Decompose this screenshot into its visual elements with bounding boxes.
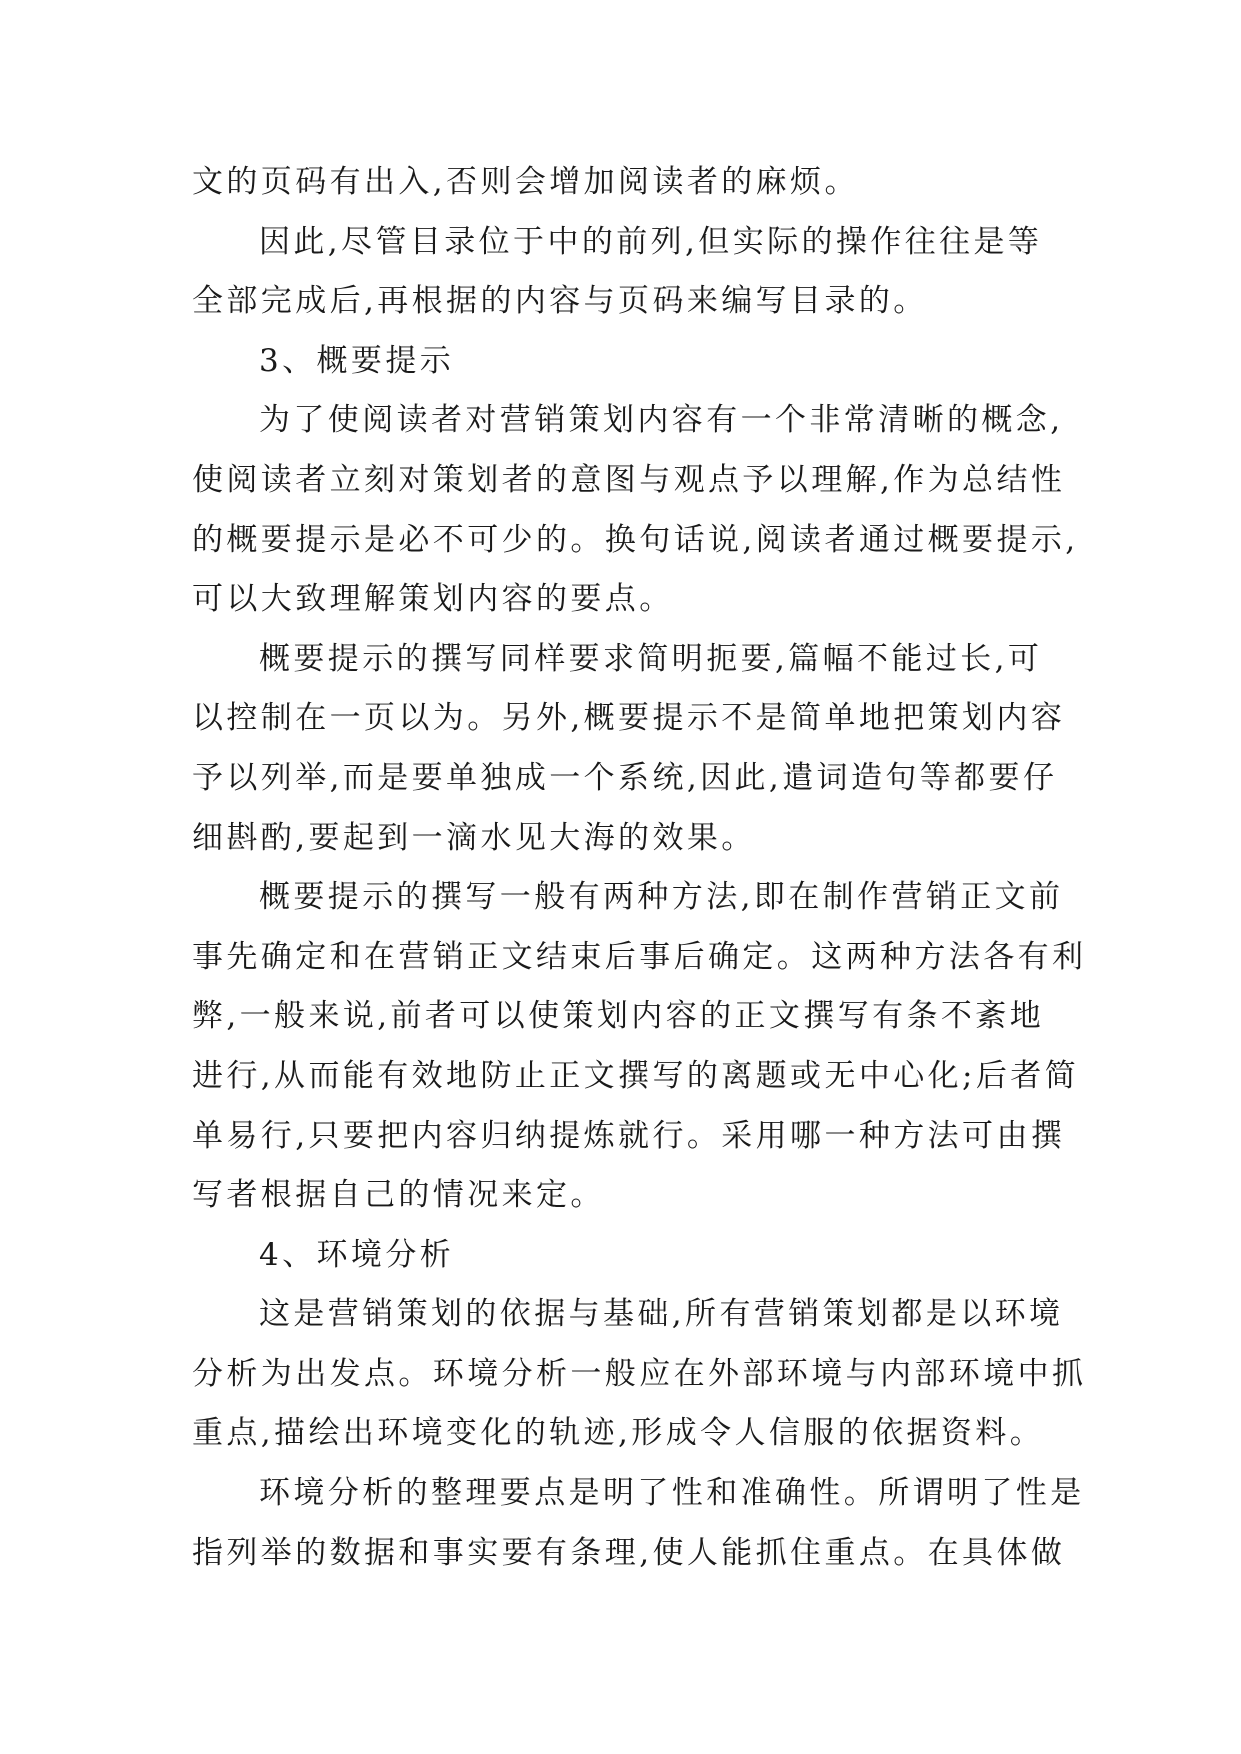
- document-body: [192, 153, 1087, 1583]
- text-line: 弊,一般来说,前者可以使策划内容的正文撰写有条不紊地: [192, 998, 1045, 1035]
- text-line: 使阅读者立刻对策划者的意图与观点予以理解,作为总结性: [192, 461, 1066, 498]
- text-line: 以控制在一页以为。另外,概要提示不是简单地把策划内容: [192, 700, 1066, 737]
- text-line: 单易行,只要把内容归纳提炼就行。采用哪一种方法可由撰: [192, 1117, 1066, 1154]
- text-line: 分析为出发点。环境分析一般应在外部环境与内部环境中抓: [192, 1355, 1087, 1392]
- text-line: 重点,描绘出环境变化的轨迹,形成令人信服的依据资料。: [192, 1415, 1045, 1452]
- text-line: 事先确定和在营销正文结束后事后确定。这两种方法各有利: [192, 938, 1087, 975]
- paragraph-first-line: 为了使阅读者对营销策划内容有一个非常清晰的概念,: [259, 402, 1064, 439]
- section-heading: 3、概要提示: [259, 342, 455, 379]
- paragraph-first-line: 环境分析的整理要点是明了性和准确性。所谓明了性是: [259, 1475, 1085, 1512]
- text-line: 的概要提示是必不可少的。换句话说,阅读者通过概要提示,: [192, 521, 1079, 558]
- text-line: 指列举的数据和事实要有条理,使人能抓住重点。在具体做: [192, 1534, 1066, 1571]
- paragraph-first-line: 因此,尽管目录位于中的前列,但实际的操作往往是等: [259, 223, 1043, 260]
- text-line: 写者根据自己的情况来定。: [192, 1177, 605, 1214]
- text-line: 予以列举,而是要单独成一个系统,因此,遣词造句等都要仔: [192, 759, 1058, 796]
- text-line: 全部完成后,再根据的内容与页码来编写目录的。: [192, 283, 928, 320]
- paragraph-first-line: 这是营销策划的依据与基础,所有营销策划都是以环境: [259, 1296, 1064, 1333]
- text-line: 可以大致理解策划内容的要点。: [192, 581, 674, 618]
- text-line: 文的页码有出入,否则会增加阅读者的麻烦。: [192, 164, 859, 200]
- section-heading: 4、环境分析: [259, 1236, 455, 1273]
- paragraph-first-line: 概要提示的撰写一般有两种方法,即在制作营销正文前: [259, 879, 1064, 916]
- paragraph-first-line: 概要提示的撰写同样要求简明扼要,篇幅不能过长,可: [259, 640, 1043, 677]
- text-line: 细斟酌,要起到一滴水见大海的效果。: [192, 819, 756, 856]
- text-line: 进行,从而能有效地防止正文撰写的离题或无中心化;后者简: [192, 1057, 1080, 1094]
